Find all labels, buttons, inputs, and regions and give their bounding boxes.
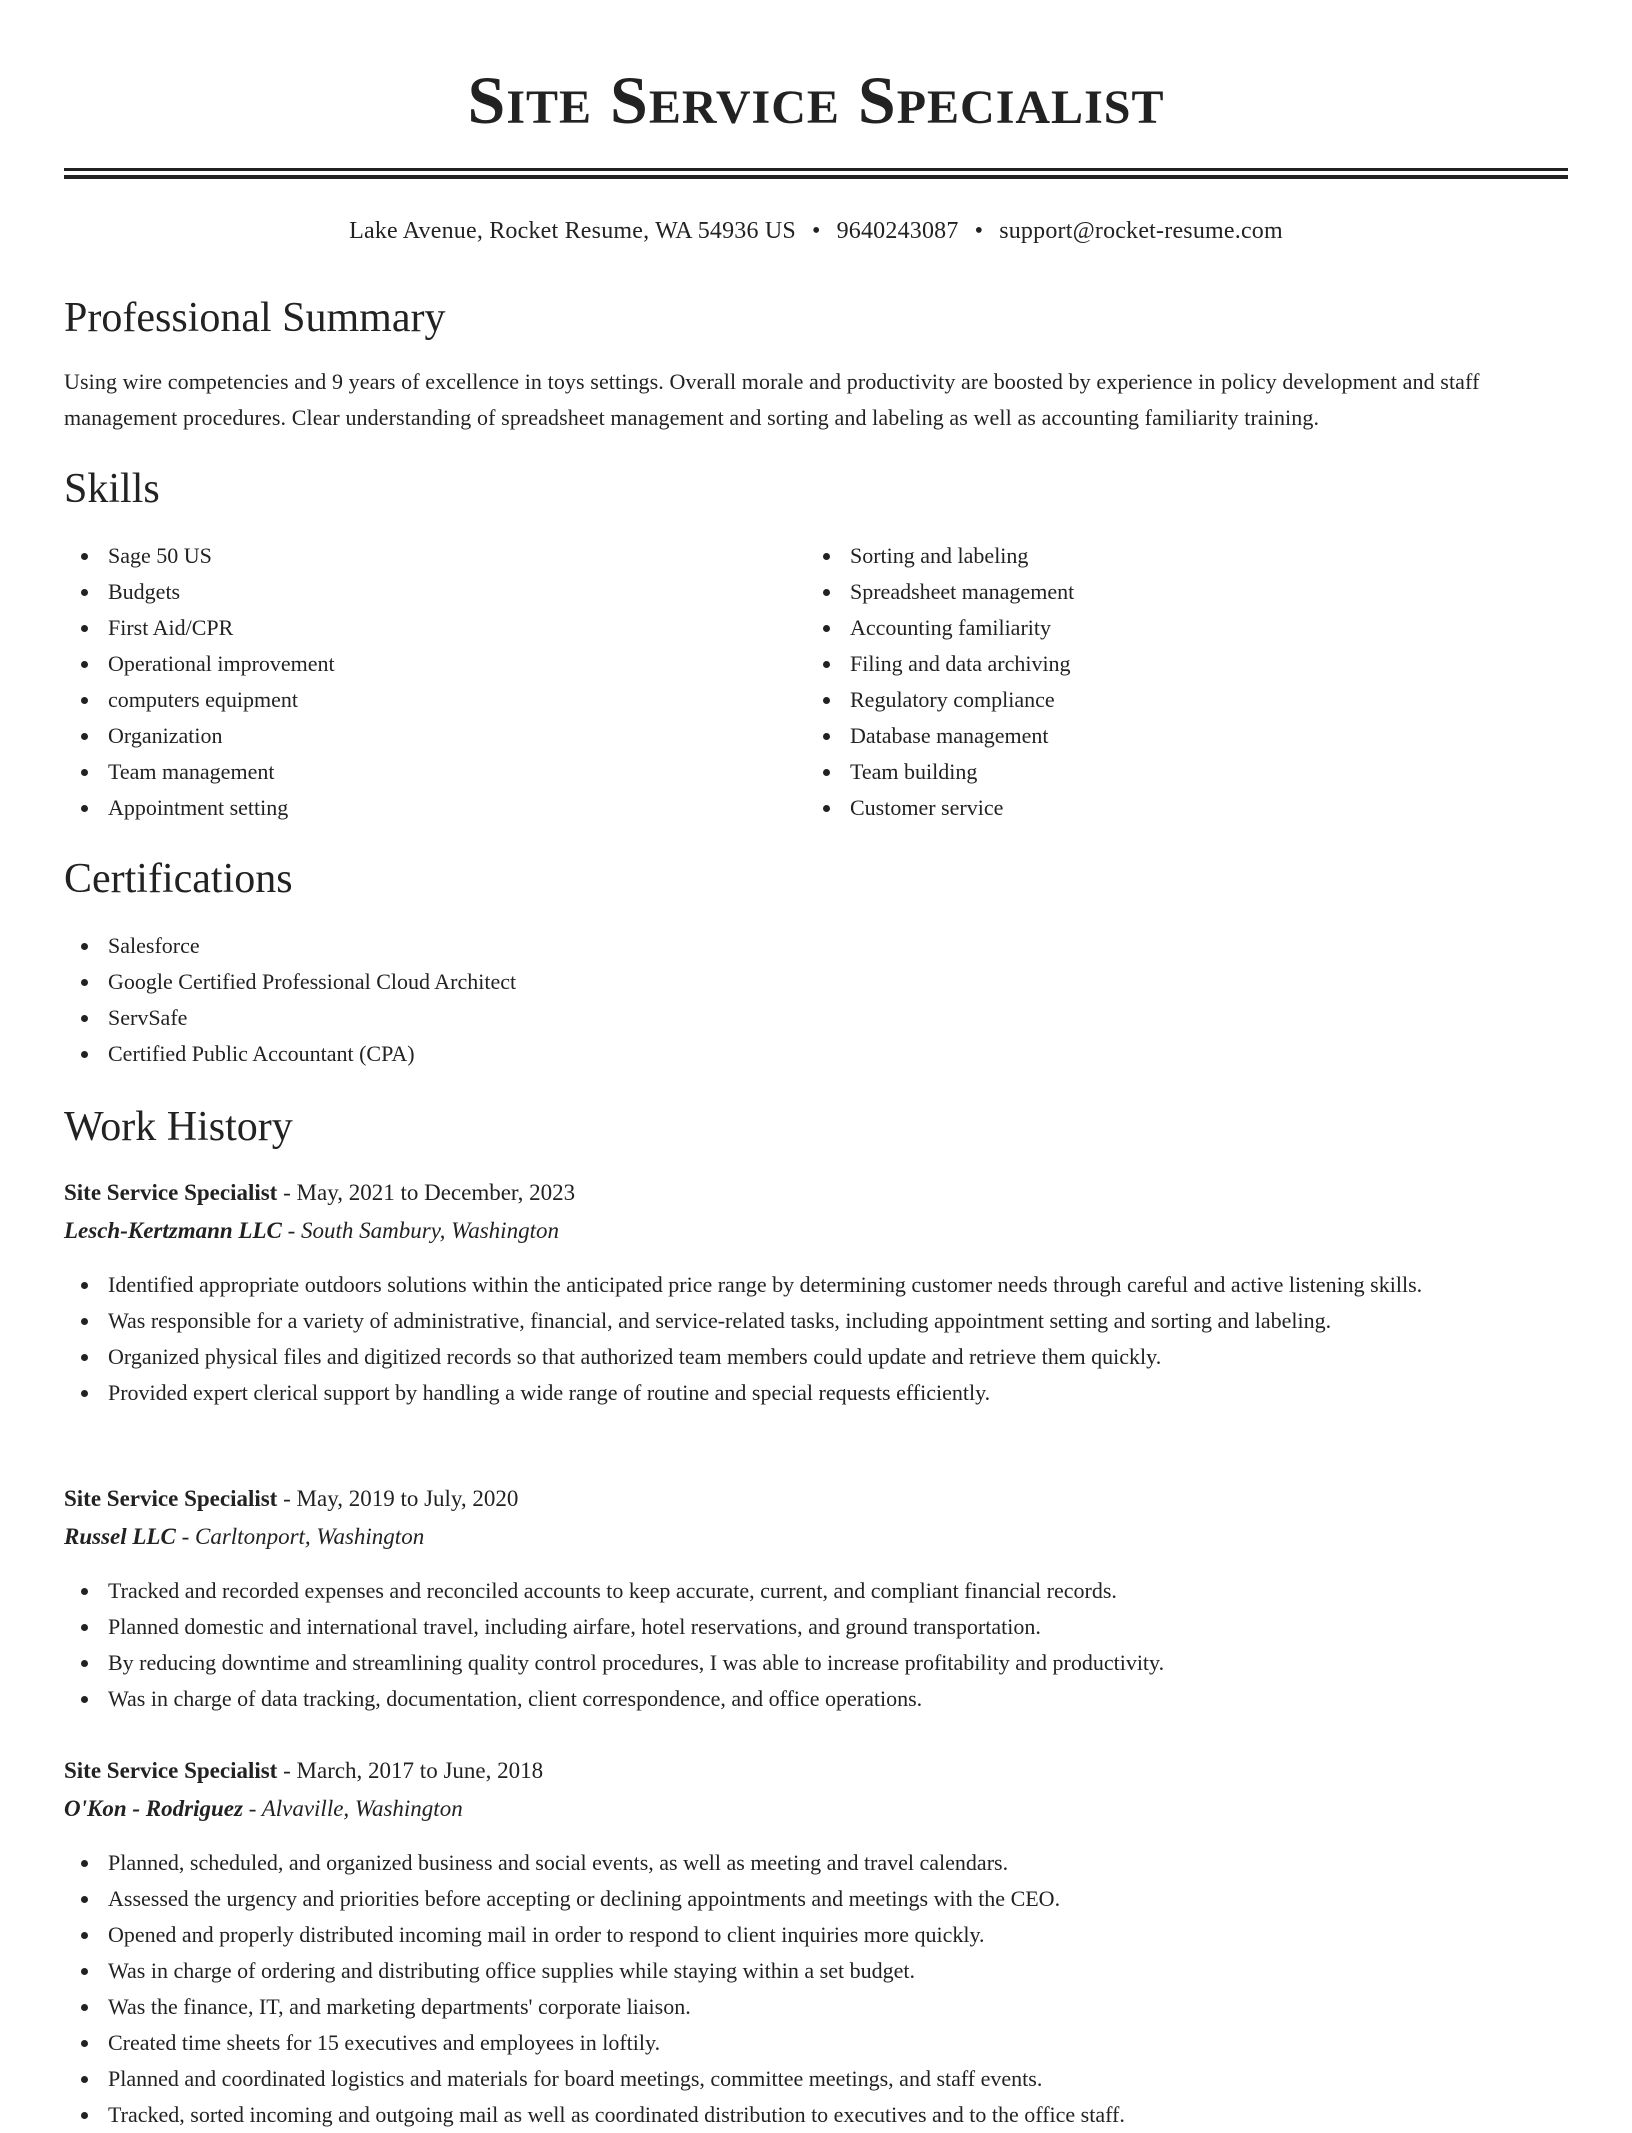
job-bullet: Planned domestic and international travel, including airfare, hotel reservations, and ground transportation.	[64, 1609, 1568, 1645]
skill-item: Budgets	[64, 574, 764, 610]
job-dates: May, 2019 to July, 2020	[296, 1486, 519, 1511]
job-bullet: Created time sheets for 15 executives and employees in loftily.	[64, 2025, 1568, 2061]
job-bullets	[64, 1573, 1568, 1717]
job-bullet: Identified appropriate outdoors solutions within the anticipated price range by determining customer needs through careful and active listening skills.	[64, 1267, 1568, 1303]
job-bullet: Planned and coordinated logistics and materials for board meetings, committee meetings, and staff events.	[64, 2061, 1568, 2097]
job-role: Site Service Specialist	[64, 1486, 278, 1511]
skill-item: Accounting familiarity	[806, 610, 1506, 646]
contact-separator: •	[974, 218, 984, 244]
skill-item: Team management	[64, 754, 764, 790]
job-role: Site Service Specialist	[64, 1180, 278, 1205]
skill-item: Regulatory compliance	[806, 682, 1506, 718]
job-bullet: Organized physical files and digitized records so that authorized team members could update and retrieve them quickly.	[64, 1339, 1568, 1375]
certifications-heading: Certifications	[64, 856, 293, 902]
job-bullet: Tracked, sorted incoming and outgoing mail as well as coordinated distribution to executives and to the office staff.	[64, 2097, 1568, 2133]
job-company: O'Kon - Rodriguez	[64, 1796, 243, 1821]
certification-item: Google Certified Professional Cloud Architect	[64, 964, 1568, 1000]
work-history-heading: Work History	[64, 1104, 293, 1150]
job-bullet: Planned, scheduled, and organized business and social events, as well as meeting and travel calendars.	[64, 1845, 1568, 1881]
job-bullet: By reducing downtime and streamlining quality control procedures, I was able to increase profitability and productivity.	[64, 1645, 1568, 1681]
job-dates: March, 2017 to June, 2018	[296, 1758, 544, 1783]
header-divider-thin	[64, 175, 1568, 179]
skill-item: Spreadsheet management	[806, 574, 1506, 610]
job-bullet: Was in charge of ordering and distributing office supplies while staying within a set budget.	[64, 1953, 1568, 1989]
summary-heading: Professional Summary	[64, 295, 446, 341]
skill-item: Operational improvement	[64, 646, 764, 682]
skills-heading: Skills	[64, 466, 160, 512]
skill-item: Database management	[806, 718, 1506, 754]
job-location: Carltonport, Washington	[195, 1524, 425, 1549]
certification-item: ServSafe	[64, 1000, 1568, 1036]
job-bullets	[64, 1845, 1568, 2133]
certifications-list	[64, 928, 1568, 1072]
job-bullet: Assessed the urgency and priorities before accepting or declining appointments and meetings with the CEO.	[64, 1881, 1568, 1917]
job-bullet: Was the finance, IT, and marketing departments' corporate liaison.	[64, 1989, 1568, 2025]
job-bullet: Opened and properly distributed incoming mail in order to respond to client inquiries more quickly.	[64, 1917, 1568, 1953]
job-bullet: Was in charge of data tracking, documentation, client correspondence, and office operations.	[64, 1681, 1568, 1717]
skill-item: Customer service	[806, 790, 1506, 826]
job-bullet: Was responsible for a variety of administrative, financial, and service-related tasks, including appointment setting and sorting and labeling.	[64, 1303, 1568, 1339]
summary-text: Using wire competencies and 9 years of excellence in toys settings. Overall morale and productivity are boosted by experience in policy development and staff management procedures. Clear understanding of spreadsheet management and sorting and labeling as well as accounting familiarity training.	[64, 369, 1480, 430]
job-company-line: Russel LLC - Carltonport, Washington	[64, 1524, 425, 1549]
contact-line	[64, 214, 1568, 248]
resume-page	[64, 0, 1568, 2127]
certification-item: Salesforce	[64, 928, 1568, 964]
contact-phone: 9640243087	[836, 218, 959, 244]
skill-item: computers equipment	[64, 682, 764, 718]
job-bullet: Provided expert clerical support by handling a wide range of routine and special requests efficiently.	[64, 1375, 1568, 1411]
job-dates: May, 2021 to December, 2023	[296, 1180, 576, 1205]
page-title: Site Service Specialist	[467, 62, 1165, 138]
skill-item: Organization	[64, 718, 764, 754]
skill-item: Appointment setting	[64, 790, 764, 826]
job-title-line: Site Service Specialist - May, 2019 to July, 2020	[64, 1486, 519, 1511]
job-role: Site Service Specialist	[64, 1758, 278, 1783]
skill-item: Sage 50 US	[64, 538, 764, 574]
job-title-line: Site Service Specialist - May, 2021 to December, 2023	[64, 1180, 576, 1205]
job-bullet: Tracked and recorded expenses and reconciled accounts to keep accurate, current, and compliant financial records.	[64, 1573, 1568, 1609]
contact-address: Lake Avenue, Rocket Resume, WA 54936 US	[349, 218, 796, 244]
certification-item: Certified Public Accountant (CPA)	[64, 1036, 1568, 1072]
skill-item: Sorting and labeling	[806, 538, 1506, 574]
job-title-line: Site Service Specialist - March, 2017 to June, 2018	[64, 1758, 544, 1783]
contact-separator: •	[811, 218, 821, 244]
job-company: Lesch-Kertzmann LLC	[64, 1218, 282, 1243]
job-location: South Sambury, Washington	[301, 1218, 559, 1243]
job-company: Russel LLC	[64, 1524, 176, 1549]
job-company-line: O'Kon - Rodriguez - Alvaville, Washington	[64, 1796, 463, 1821]
skill-item: First Aid/CPR	[64, 610, 764, 646]
skill-item: Filing and data archiving	[806, 646, 1506, 682]
skill-item: Team building	[806, 754, 1506, 790]
contact-email: support@rocket-resume.com	[999, 218, 1283, 244]
job-company-line: Lesch-Kertzmann LLC - South Sambury, Washington	[64, 1218, 559, 1243]
job-bullets	[64, 1267, 1568, 1411]
job-location: Alvaville, Washington	[261, 1796, 463, 1821]
header-divider-thick	[64, 168, 1568, 171]
skills-list-left	[64, 538, 764, 826]
skills-list-right	[806, 538, 1506, 826]
